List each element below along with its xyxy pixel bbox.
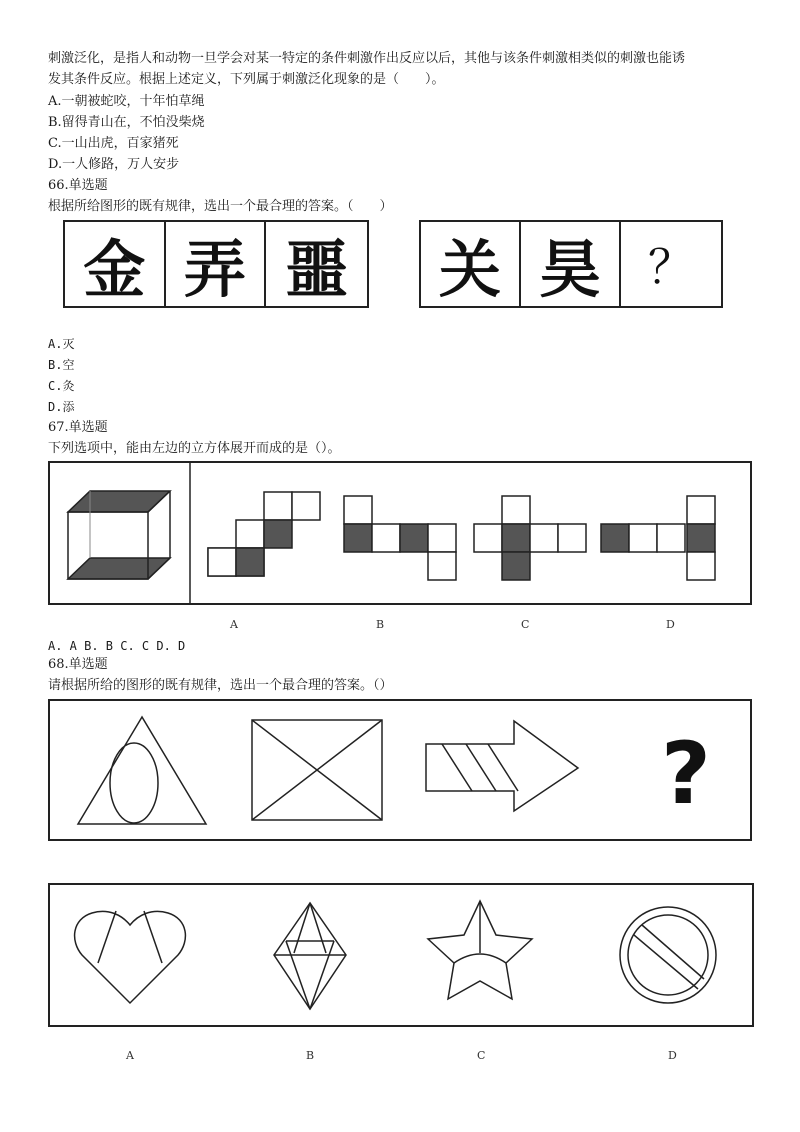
q68-option-d-no-sign (620, 907, 716, 1003)
q68-label-d: D (668, 1049, 677, 1062)
q67-label-a: A (230, 618, 238, 631)
q65-stem-line1: 刺激泛化，是指人和动物一旦学会对某一特定的条件刺激作出反应以后，其他与该条件刺激相类似的刺激也能诱 (48, 51, 686, 66)
q65-option-d: D.一人修路，万人安步 (48, 157, 180, 172)
q66-char-5: 昊 (521, 222, 621, 306)
q67-net-a (208, 492, 320, 576)
q65-option-a: A.一朝被蛇咬，十年怕草绳 (48, 94, 205, 109)
q66-char-1: 金 (65, 222, 166, 306)
q68-rect-cross (252, 720, 382, 820)
q68-option-b-diamond (274, 903, 346, 1009)
q66-char-3: 噩 (285, 232, 348, 306)
q68-label-b: B (306, 1049, 315, 1062)
q65-option-b: B.留得青山在，不怕没柴烧 (48, 115, 205, 130)
q67-cube (68, 491, 170, 579)
q68-question-mark: ? (661, 724, 711, 824)
q66-question-mark: ？ (648, 240, 695, 294)
q68-label-c: C (477, 1049, 486, 1062)
q68-stem: 请根据所给的图形的既有规律，选出一个最合理的答案。（） (48, 678, 393, 693)
q68-option-a-heart (75, 911, 186, 1003)
q68-title: 68.单选题 (48, 657, 108, 672)
q65-stem-line2: 发其条件反应。根据上述定义，下列属于刺激泛化现象的是（ ）。 (48, 72, 445, 87)
q67-net-b (344, 496, 456, 580)
q68-arrow (426, 721, 578, 811)
q68-triangle-ellipse (78, 717, 206, 824)
q65-option-c: C.一山出虎，百家猪死 (48, 136, 179, 151)
q67-label-c: C (521, 618, 530, 631)
q67-figure (48, 461, 752, 606)
q68-options-figure (48, 883, 754, 1027)
q68-question-figure (48, 699, 752, 841)
q67-net-c (474, 496, 586, 580)
q66-char-4: 关 (421, 222, 521, 306)
q67-title: 67.单选题 (48, 420, 108, 435)
q66-option-d: D.添 (48, 400, 75, 414)
q66-char-2: 弄 (166, 222, 267, 306)
q66-option-c: C.灸 (48, 379, 75, 393)
q68-option-c-star (428, 901, 532, 999)
q68-label-a: A (126, 1049, 134, 1062)
q67-net-d (601, 496, 715, 580)
q66-figure-group-2 (419, 220, 723, 308)
q67-label-d: D (666, 618, 675, 631)
q67-label-b: B (376, 618, 385, 631)
q66-title: 66.单选题 (48, 178, 108, 193)
q67-stem: 下列选项中，能由左边的立方体展开而成的是（）。 (48, 441, 341, 456)
q66-option-a: A.灭 (48, 337, 75, 351)
q66-figure-group-1 (63, 220, 369, 308)
q66-stem: 根据所给图形的既有规律，选出一个最合理的答案。（ ） (48, 199, 393, 214)
q67-options: A. A B. B C. C D. D (48, 639, 186, 653)
q66-option-b: B.空 (48, 358, 75, 372)
